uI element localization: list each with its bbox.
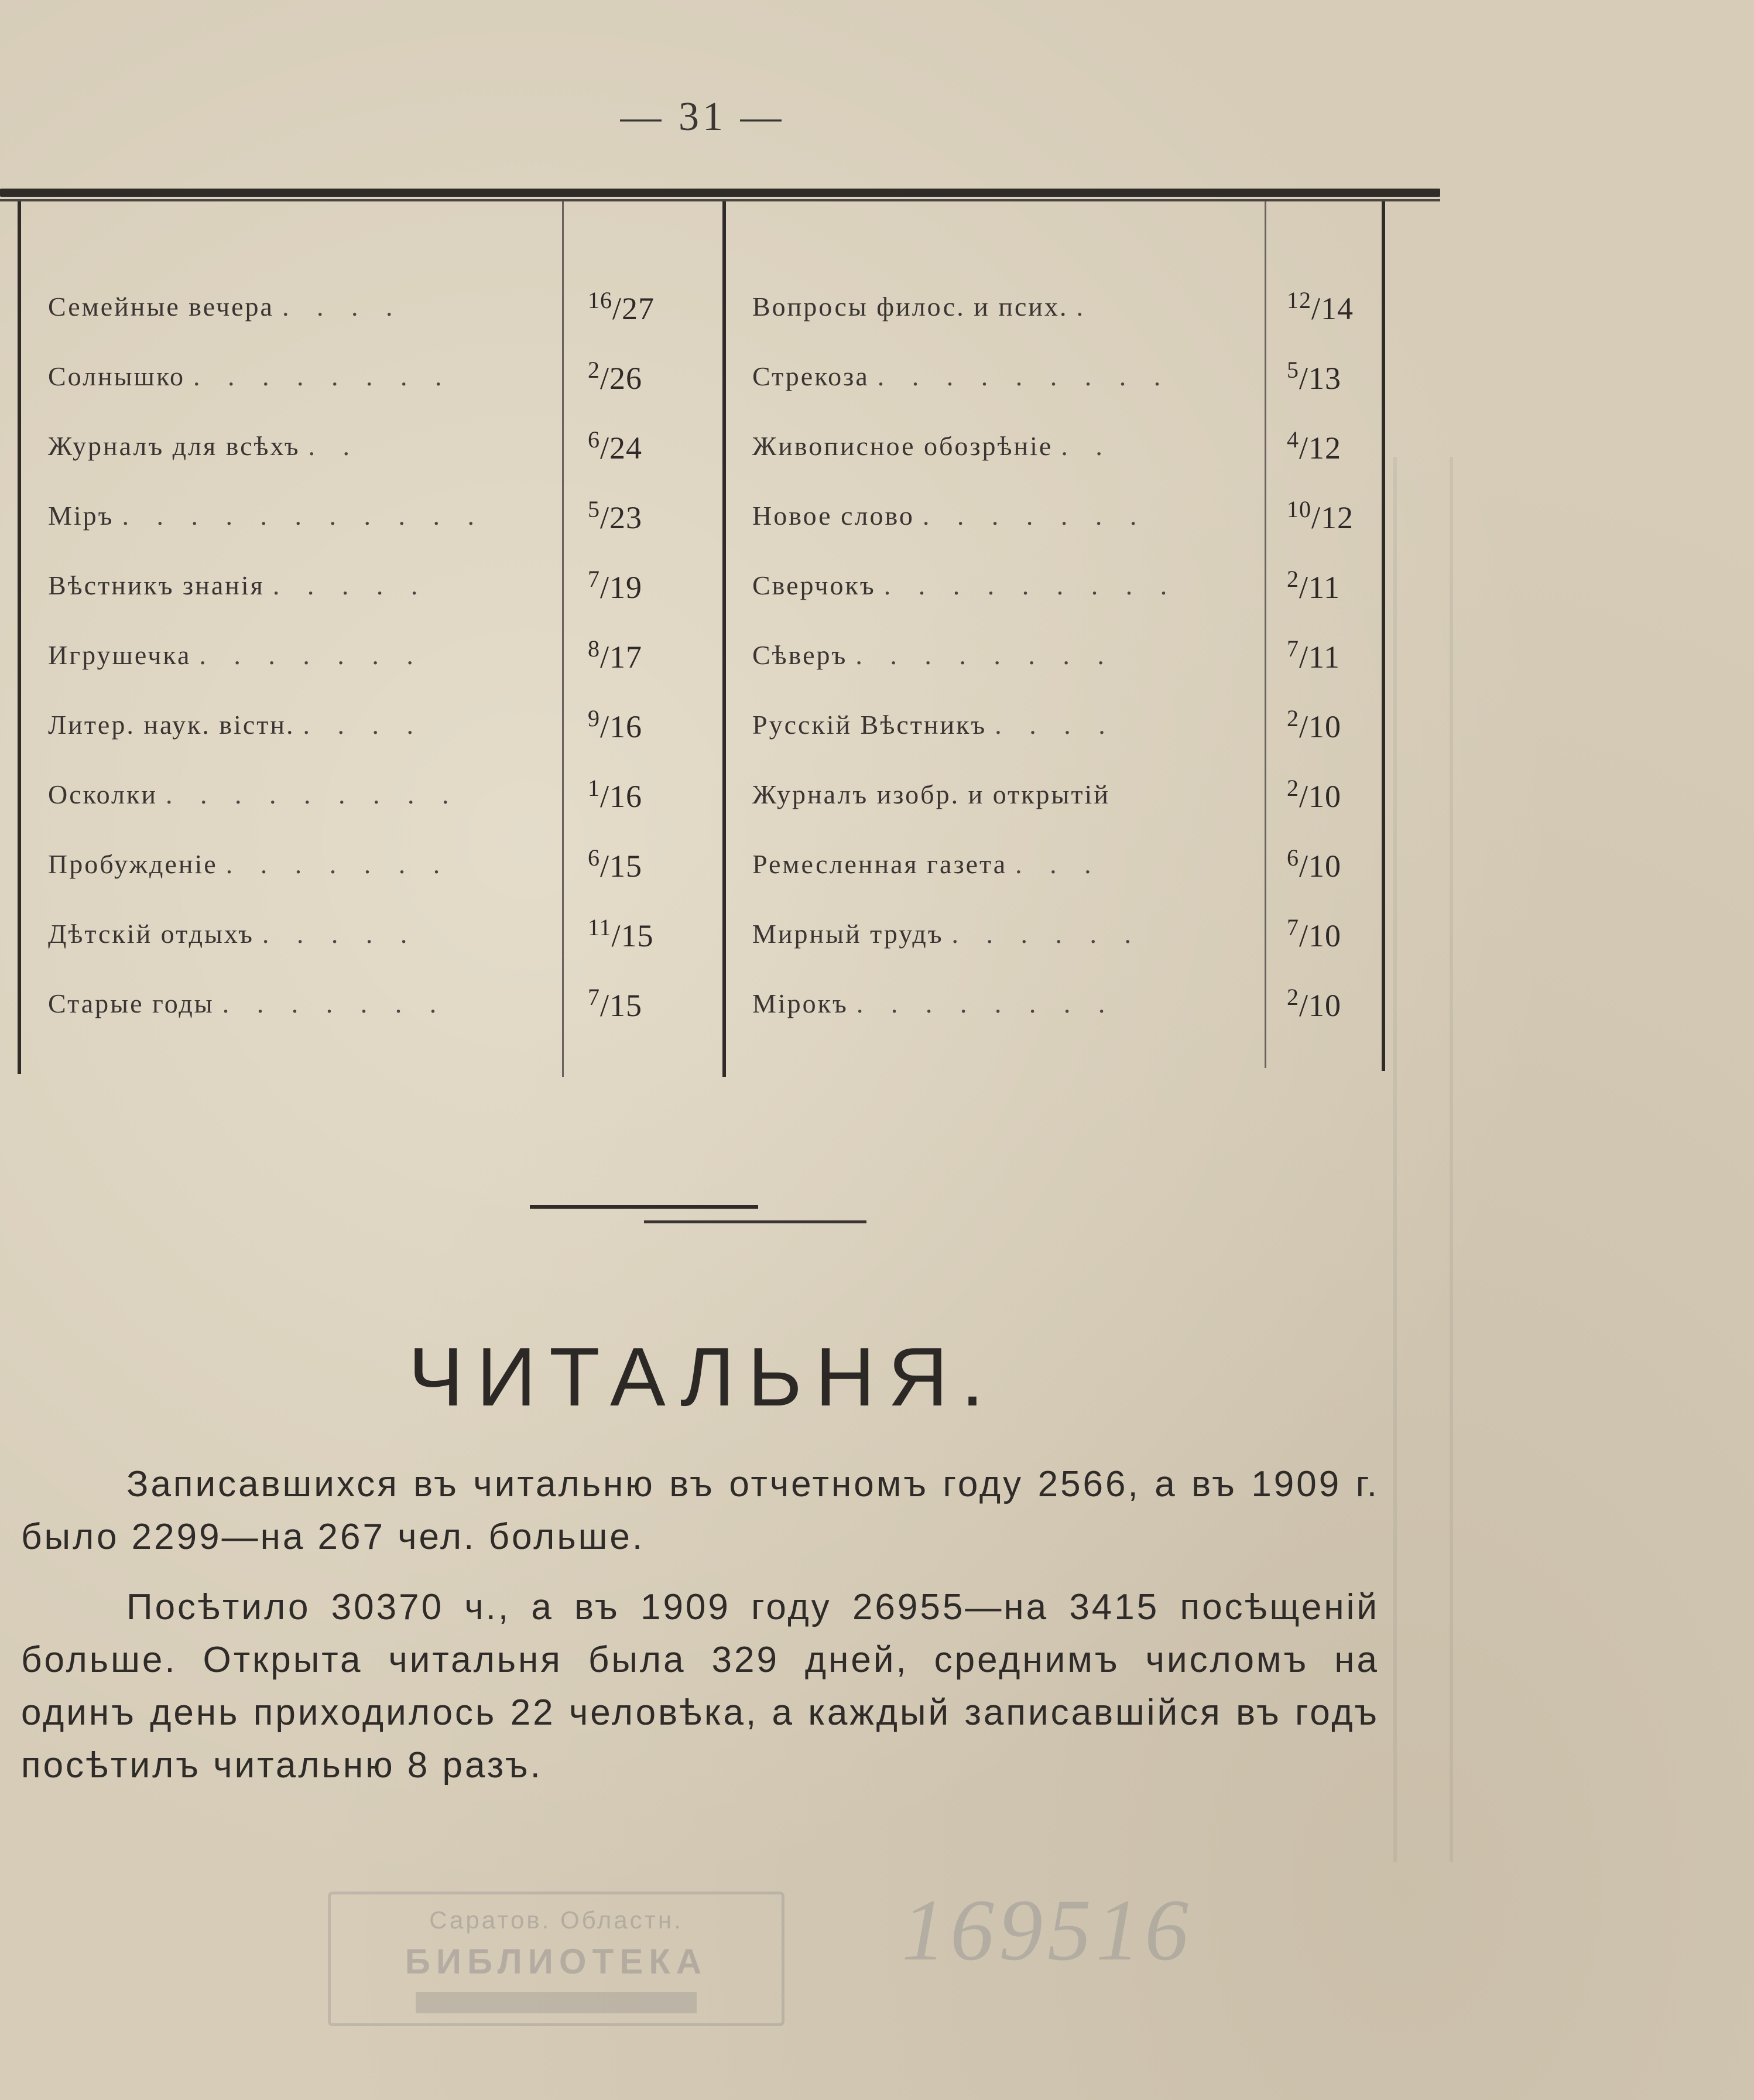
right-row <box>752 760 1342 829</box>
right-ratio-slash: / <box>1299 361 1309 396</box>
left-ratio-denominator: 24 <box>609 430 643 466</box>
right-ratio-numerator: 7 <box>1287 635 1299 662</box>
left-ratio <box>588 844 642 884</box>
right-ratio-denominator: 10 <box>1308 779 1342 814</box>
right-ratio-denominator: 11 <box>1308 570 1341 605</box>
left-ratio <box>588 565 642 606</box>
right-ratio-slash: / <box>1299 988 1309 1023</box>
right-row <box>752 969 1342 1038</box>
left-ratio-slash: / <box>600 570 610 605</box>
left-ratio-denominator: 15 <box>609 988 643 1023</box>
right-ratio-denominator: 12 <box>1321 500 1354 535</box>
left-ratio <box>588 635 642 675</box>
left-title: Игрушечка <box>48 640 191 670</box>
left-ratio-numerator: 6 <box>588 426 600 453</box>
left-ratio <box>588 356 642 396</box>
bleed-through-column <box>1393 457 1453 1862</box>
left-title: Пробужденіе <box>48 849 218 879</box>
right-title: Журналъ изобр. и открытій <box>752 779 1110 809</box>
table-center-border <box>722 201 726 1077</box>
left-row <box>48 411 643 481</box>
left-title: Старые годы <box>48 989 214 1018</box>
library-stamp-line1: Саратов. Областн. <box>429 1906 683 1934</box>
left-ratio-slash: / <box>600 779 610 814</box>
left-ratio-numerator: 2 <box>588 357 600 383</box>
left-ratio-numerator: 7 <box>588 566 600 592</box>
right-row <box>752 481 1354 550</box>
left-ratio-denominator: 16 <box>609 779 643 814</box>
right-row <box>752 550 1341 620</box>
left-ratio-numerator: 1 <box>588 775 600 801</box>
left-row <box>48 272 655 341</box>
right-ratio-numerator: 2 <box>1287 775 1299 801</box>
left-row <box>48 550 643 620</box>
left-leader-dots: . . . . . <box>272 570 429 600</box>
left-ratio-numerator: 6 <box>588 844 600 871</box>
library-stamp-bar <box>416 1992 697 2013</box>
left-ratio-denominator: 17 <box>609 639 643 675</box>
right-ratio-slash: / <box>1299 779 1309 814</box>
right-ratio-slash: / <box>1299 570 1309 605</box>
right-row <box>752 899 1342 969</box>
left-ratio-slash: / <box>600 500 610 535</box>
left-ratio-numerator: 5 <box>588 496 600 522</box>
left-row <box>48 620 643 690</box>
left-ratio <box>588 286 655 327</box>
right-ratio-numerator: 12 <box>1287 287 1311 313</box>
inventory-number: 169516 <box>902 1882 1193 1979</box>
paragraph-registrations-text: Записавшихся въ читальню въ отчетномъ году 2566, а въ 1909 г. было 2299—на 267 чел. больше. <box>21 1464 1379 1557</box>
library-stamp <box>328 1892 784 2026</box>
right-ratio-slash: / <box>1311 500 1321 535</box>
right-title: Мірокъ <box>752 989 848 1018</box>
right-row <box>752 829 1342 899</box>
right-ratio-denominator: 12 <box>1308 430 1342 466</box>
right-ratio-numerator: 10 <box>1287 496 1311 522</box>
right-ratio <box>1287 914 1341 954</box>
left-row <box>48 760 643 829</box>
table-right-border <box>1382 201 1385 1071</box>
left-title: Вѣстникъ знанія <box>48 570 265 600</box>
right-ratio-numerator: 2 <box>1287 984 1299 1010</box>
periodicals-table <box>18 201 1393 1077</box>
right-ratio-slash: / <box>1299 709 1309 744</box>
right-ratio-slash: / <box>1299 849 1309 884</box>
left-title: Осколки <box>48 779 157 809</box>
left-ratio-numerator: 8 <box>588 635 600 662</box>
right-leader-dots: . . . . . . . . . <box>883 570 1178 600</box>
right-title: Ремесленная газета <box>752 849 1008 879</box>
left-leader-dots: . . . . <box>303 710 424 740</box>
left-ratio-denominator: 27 <box>622 291 655 326</box>
paragraph-visits <box>21 1581 1379 1792</box>
left-ratio-denominator: 23 <box>609 500 643 535</box>
paragraph-registrations <box>21 1458 1379 1564</box>
left-ratio-slash: / <box>612 291 622 326</box>
right-ratio <box>1287 426 1341 466</box>
table-top-rule <box>0 189 1440 197</box>
right-row <box>752 690 1342 760</box>
left-ratio-denominator: 15 <box>621 918 654 953</box>
paragraph-visits-text: Посѣтило 30370 ч., а въ 1909 году 26955—на 3415 посѣщеній больше. Открыта читальня была 329 дней, среднимъ числомъ на одинъ день приходилось 22 человѣка, а каждый записавшійся въ годъ посѣтилъ читальню 8 разъ. <box>21 1587 1379 1786</box>
right-row <box>752 272 1354 341</box>
right-ratio-slash: / <box>1299 918 1309 953</box>
right-ratio-slash: / <box>1311 291 1321 326</box>
left-leader-dots: . . . . . . . <box>199 640 424 670</box>
left-row <box>48 969 643 1038</box>
right-leader-dots: . . . . . . . . <box>855 640 1115 670</box>
left-leader-dots: . . . . . . . . . <box>165 779 460 809</box>
left-ratio <box>588 704 642 745</box>
right-leader-dots: . . . . . . <box>951 919 1142 949</box>
right-ratio <box>1287 565 1340 606</box>
left-ratio-numerator: 11 <box>588 914 612 940</box>
left-ratio-slash: / <box>600 988 610 1023</box>
left-ratio-numerator: 7 <box>588 984 600 1010</box>
right-ratio-slash: / <box>1299 639 1309 675</box>
left-ratio-slash: / <box>600 430 610 466</box>
table-left-column <box>48 272 655 1038</box>
right-ratio-numerator: 4 <box>1287 426 1299 453</box>
left-ratio-numerator: 16 <box>588 287 612 313</box>
right-title: Сѣверъ <box>752 640 848 670</box>
left-ratio-numerator: 9 <box>588 705 600 731</box>
left-ratio <box>588 914 654 954</box>
left-leader-dots: . . . . . <box>262 919 418 949</box>
right-ratio <box>1287 635 1340 675</box>
right-title: Сверчокъ <box>752 570 876 600</box>
right-title: Стрекоза <box>752 361 869 391</box>
right-ratio <box>1287 983 1341 1024</box>
left-title: Литер. наук. вiстн. <box>48 710 295 740</box>
right-row <box>752 341 1342 411</box>
right-title: Вопросы филос. и псих. <box>752 292 1068 322</box>
right-ratio-denominator: 10 <box>1308 988 1342 1023</box>
right-ratio <box>1287 774 1341 815</box>
right-ratio-denominator: 11 <box>1308 639 1341 675</box>
section-heading: ЧИТАЛЬНЯ. <box>408 1331 997 1424</box>
right-ratio-numerator: 5 <box>1287 357 1299 383</box>
right-ratio <box>1287 495 1354 536</box>
right-leader-dots: . . . . . . . . <box>856 989 1116 1018</box>
right-leader-dots: . <box>1076 292 1094 322</box>
left-title: Журналъ для всѣхъ <box>48 431 300 461</box>
right-leader-dots: . . . . . . . . . <box>877 361 1171 391</box>
left-row <box>48 899 654 969</box>
right-ratio-numerator: 6 <box>1287 844 1299 871</box>
left-title: Солнышко <box>48 361 185 391</box>
left-row <box>48 481 643 550</box>
left-title: Семейные вечера <box>48 292 274 322</box>
right-ratio-slash: / <box>1299 430 1309 466</box>
right-row <box>752 411 1342 481</box>
right-row <box>752 620 1341 690</box>
left-row <box>48 341 643 411</box>
right-ratio-denominator: 13 <box>1308 361 1342 396</box>
left-leader-dots: . . . . . . . <box>222 989 447 1018</box>
left-leader-dots: . . . . . . . . . . . <box>122 501 485 531</box>
library-stamp-line2: БИБЛИОТЕКА <box>405 1942 708 1981</box>
right-leader-dots: . . . . <box>995 710 1116 740</box>
section-divider-upper <box>530 1205 758 1209</box>
left-leader-dots: . . . . . . . <box>225 849 451 879</box>
left-title: Міръ <box>48 501 114 531</box>
left-leader-dots: . . <box>308 431 361 461</box>
right-title: Русскій Вѣстникъ <box>752 710 987 740</box>
right-ratio-numerator: 2 <box>1287 566 1299 592</box>
right-title: Новое слово <box>752 501 914 531</box>
right-ratio <box>1287 286 1354 327</box>
page-number: — 31 — <box>620 94 785 139</box>
left-row <box>48 829 643 899</box>
left-ratio-slash: / <box>600 849 610 884</box>
right-title: Мирный трудъ <box>752 919 944 949</box>
right-ratio-denominator: 10 <box>1308 849 1342 884</box>
left-title: Дѣтскій отдыхъ <box>48 919 254 949</box>
right-ratio-numerator: 7 <box>1287 914 1299 940</box>
left-ratio-slash: / <box>600 709 610 744</box>
right-leader-dots: . . <box>1061 431 1113 461</box>
left-ratio-slash: / <box>611 918 621 953</box>
section-divider-lower <box>644 1220 866 1223</box>
right-ratio-numerator: 2 <box>1287 705 1299 731</box>
left-ratio <box>588 983 642 1024</box>
left-ratio-slash: / <box>600 639 610 675</box>
left-leader-dots: . . . . <box>282 292 403 322</box>
table-right-column <box>752 272 1354 1038</box>
table-left-border <box>18 201 21 1074</box>
right-ratio-denominator: 10 <box>1308 709 1342 744</box>
left-leader-dots: . . . . . . . . <box>193 361 453 391</box>
right-ratio-denominator: 14 <box>1321 291 1354 326</box>
right-ratio <box>1287 844 1341 884</box>
left-ratio <box>588 774 642 815</box>
left-ratio-denominator: 19 <box>609 570 643 605</box>
right-leader-dots: . . . . . . . <box>922 501 1147 531</box>
left-row <box>48 690 643 760</box>
left-ratio-denominator: 26 <box>609 361 643 396</box>
right-ratio <box>1287 704 1341 745</box>
right-leader-dots: . . . <box>1015 849 1102 879</box>
left-ratio <box>588 426 642 466</box>
left-ratio-denominator: 15 <box>609 849 643 884</box>
left-ratio-denominator: 16 <box>609 709 643 744</box>
right-ratio <box>1287 356 1341 396</box>
left-ratio-slash: / <box>600 361 610 396</box>
right-ratio-denominator: 10 <box>1308 918 1342 953</box>
left-ratio <box>588 495 642 536</box>
right-title: Живописное обозрѣніе <box>752 431 1053 461</box>
